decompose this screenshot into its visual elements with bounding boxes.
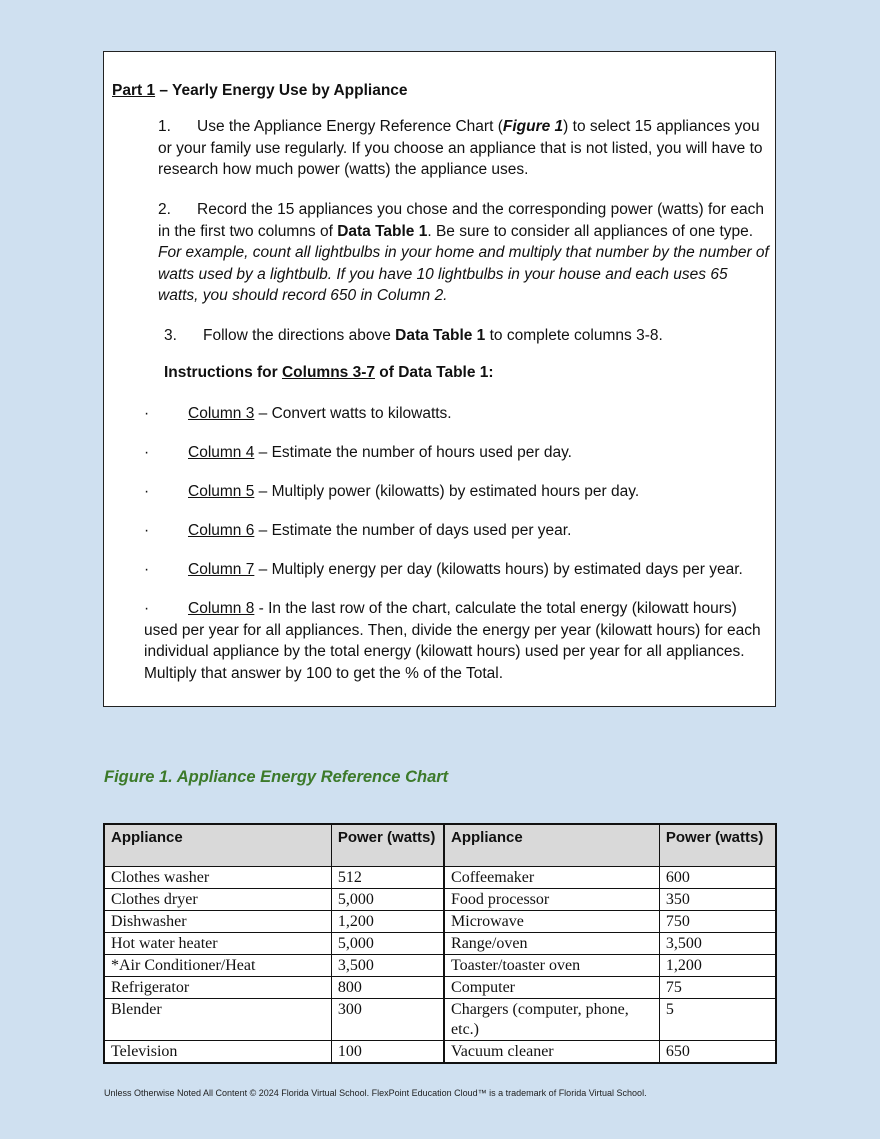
table-row [104,933,776,955]
step-number: 2. [158,201,171,218]
appliance-cell: Dishwasher [104,911,331,933]
appliance-cell: Vacuum cleaner [444,1041,659,1064]
example-text: For example, count all lightbulbs in your home and multiply that number by the number of watts used by a lightbulb. If you have 10 lightbulbs in your house and each uses 65 watts, you should record 650 in Column 2. [158,244,769,305]
bullet-text: – Multiply energy per day (kilowatts hours) by estimated days per year. [254,561,743,578]
appliance-cell: Range/oven [444,933,659,955]
column-label: Column 7 [188,561,255,578]
table-row [104,999,776,1041]
bullet-column-8 [144,598,770,684]
step-number: 1. [158,118,171,135]
appliance-cell: Chargers (computer, phone, etc.) [444,999,659,1041]
part1-heading [112,82,408,100]
power-cell: 1,200 [659,955,776,977]
copyright-footer: Unless Otherwise Noted All Content © 2024 Florida Virtual School. FlexPoint Education Cloud™ is a trademark of Florida Virtual School. [104,1088,647,1098]
part-label: Part 1 [112,82,156,99]
power-cell: 350 [659,889,776,911]
appliance-cell: Coffeemaker [444,867,659,889]
power-cell: 3,500 [331,955,444,977]
appliance-cell: Microwave [444,911,659,933]
bullet-column-7 [144,559,770,581]
appliance-cell: Computer [444,977,659,999]
bullet-text: – Estimate the number of hours used per day. [254,444,572,461]
appliance-cell: Clothes dryer [104,889,331,911]
power-cell: 5,000 [331,889,444,911]
header-power: Power (watts) [659,824,776,867]
column-label: Column 4 [188,444,255,461]
bullet-icon: · [144,483,150,500]
part-title: – Yearly Energy Use by Appliance [155,82,408,99]
table-row [104,977,776,999]
appliance-cell: Refrigerator [104,977,331,999]
bullet-text: – Multiply power (kilowatts) by estimated hours per day. [254,483,640,500]
table-row [104,867,776,889]
column-label: Column 5 [188,483,255,500]
instructions-heading [164,364,494,382]
instructions-box [103,51,776,707]
bullet-column-5 [144,481,770,503]
bullet-text: - In the last row of the chart, calculate the total energy (kilowatt hours) used per year for all appliances. Then, divide the energy per year (kilowatt hours) for each individual appliance by the total energy (kilowatt hours) used per year for all appliances. Multiply that answer by 100 to get the % of the Total. [144,600,761,682]
bullet-column-6 [144,520,770,542]
bullet-icon: · [144,405,150,422]
step-2 [158,199,770,307]
bullet-column-3 [144,403,770,425]
figure-title: Figure 1. Appliance Energy Reference Chart [104,768,449,786]
header-appliance: Appliance [104,824,331,867]
columns-label: Columns 3-7 [281,364,375,381]
table-row [104,911,776,933]
power-cell: 100 [331,1041,444,1064]
power-cell: 3,500 [659,933,776,955]
appliance-cell: Food processor [444,889,659,911]
step-text: . Be sure to consider all appliances of one type. [427,222,754,240]
appliance-reference-table [103,823,777,1064]
heading-text: Instructions for [164,364,282,381]
power-cell: 750 [659,911,776,933]
table-row [104,889,776,911]
table-reference: Data Table 1 [395,327,486,344]
header-power: Power (watts) [331,824,444,867]
column-label: Column 6 [188,522,255,539]
table-row [104,955,776,977]
appliance-cell: Hot water heater [104,933,331,955]
table-header-row [104,824,776,867]
figure-reference: Figure 1 [502,118,564,135]
bullet-icon: · [144,444,150,461]
table-row [104,1041,776,1064]
power-cell: 512 [331,867,444,889]
power-cell: 800 [331,977,444,999]
appliance-cell: *Air Conditioner/Heat [104,955,331,977]
step-text: to complete columns 3-8. [485,327,663,344]
power-cell: 5 [659,999,776,1041]
column-label: Column 8 [188,600,255,617]
appliance-cell: Clothes washer [104,867,331,889]
power-cell: 300 [331,999,444,1041]
step-3 [164,325,776,347]
bullet-column-4 [144,442,770,464]
power-cell: 600 [659,867,776,889]
step-text: ) to select 15 appliances you or your family use regularly. If you choose an appliance that is not listed, you will have to research how much power (watts) the appliance uses. [158,118,763,179]
step-number: 3. [164,327,177,344]
table-reference: Data Table 1 [337,222,428,240]
step-1 [158,116,770,181]
appliance-cell: Toaster/toaster oven [444,955,659,977]
appliance-cell: Television [104,1041,331,1064]
step-text: Record the 15 appliances you chose and the corresponding power (watts) for each in the first two columns of [158,201,764,240]
step-text: Follow the directions above [203,327,396,344]
bullet-icon: · [144,522,150,539]
heading-text: of Data Table 1: [375,364,494,381]
power-cell: 650 [659,1041,776,1064]
power-cell: 75 [659,977,776,999]
column-label: Column 3 [188,405,255,422]
power-cell: 5,000 [331,933,444,955]
step-text: Use the Appliance Energy Reference Chart ( [197,118,503,135]
bullet-icon: · [144,600,150,617]
header-appliance: Appliance [444,824,659,867]
power-cell: 1,200 [331,911,444,933]
appliance-cell: Blender [104,999,331,1041]
bullet-text: – Convert watts to kilowatts. [254,405,452,422]
bullet-icon: · [144,561,150,578]
bullet-text: – Estimate the number of days used per year. [254,522,572,539]
